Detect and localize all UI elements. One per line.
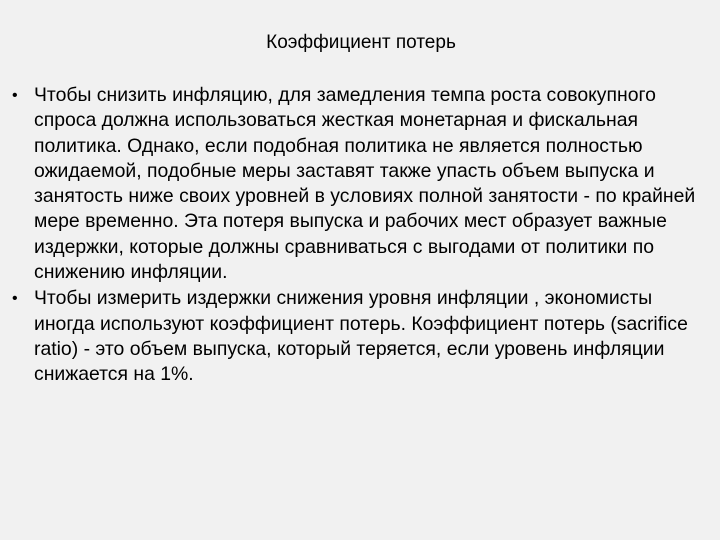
bullet-text-2: Чтобы измерить издержки снижения уровня инфляции , экономисты иногда используют коэффициент потерь. Коэффициент потерь (sacrifice ratio) - это объем выпуска, который теряется, если уровень инфляции снижается на 1%. (34, 287, 688, 386)
bullet-icon: • (12, 87, 18, 104)
bullet-text-1: Чтобы снизить инфляцию, для замедления темпа роста совокупного спроса должна использоваться жесткая монетарная и фискальная политика. Однако, если подобная политика не является полностью ожидаемой, подобные меры заставят также упасть объем выпуска и занятость ниже своих уровней в условиях полной занятости - по крайней мере временно. Эта потеря выпуска и рабочих мест образует важные издержки, которые должны сравниваться с выгодами от политики по снижению инфляции. (34, 84, 696, 284)
bullet-list (12, 83, 712, 389)
bullet-item-1 (12, 83, 712, 285)
slide-title: Коэффициент потерь (266, 32, 456, 53)
bullet-item-2 (12, 286, 712, 387)
bullet-icon: • (12, 290, 18, 308)
